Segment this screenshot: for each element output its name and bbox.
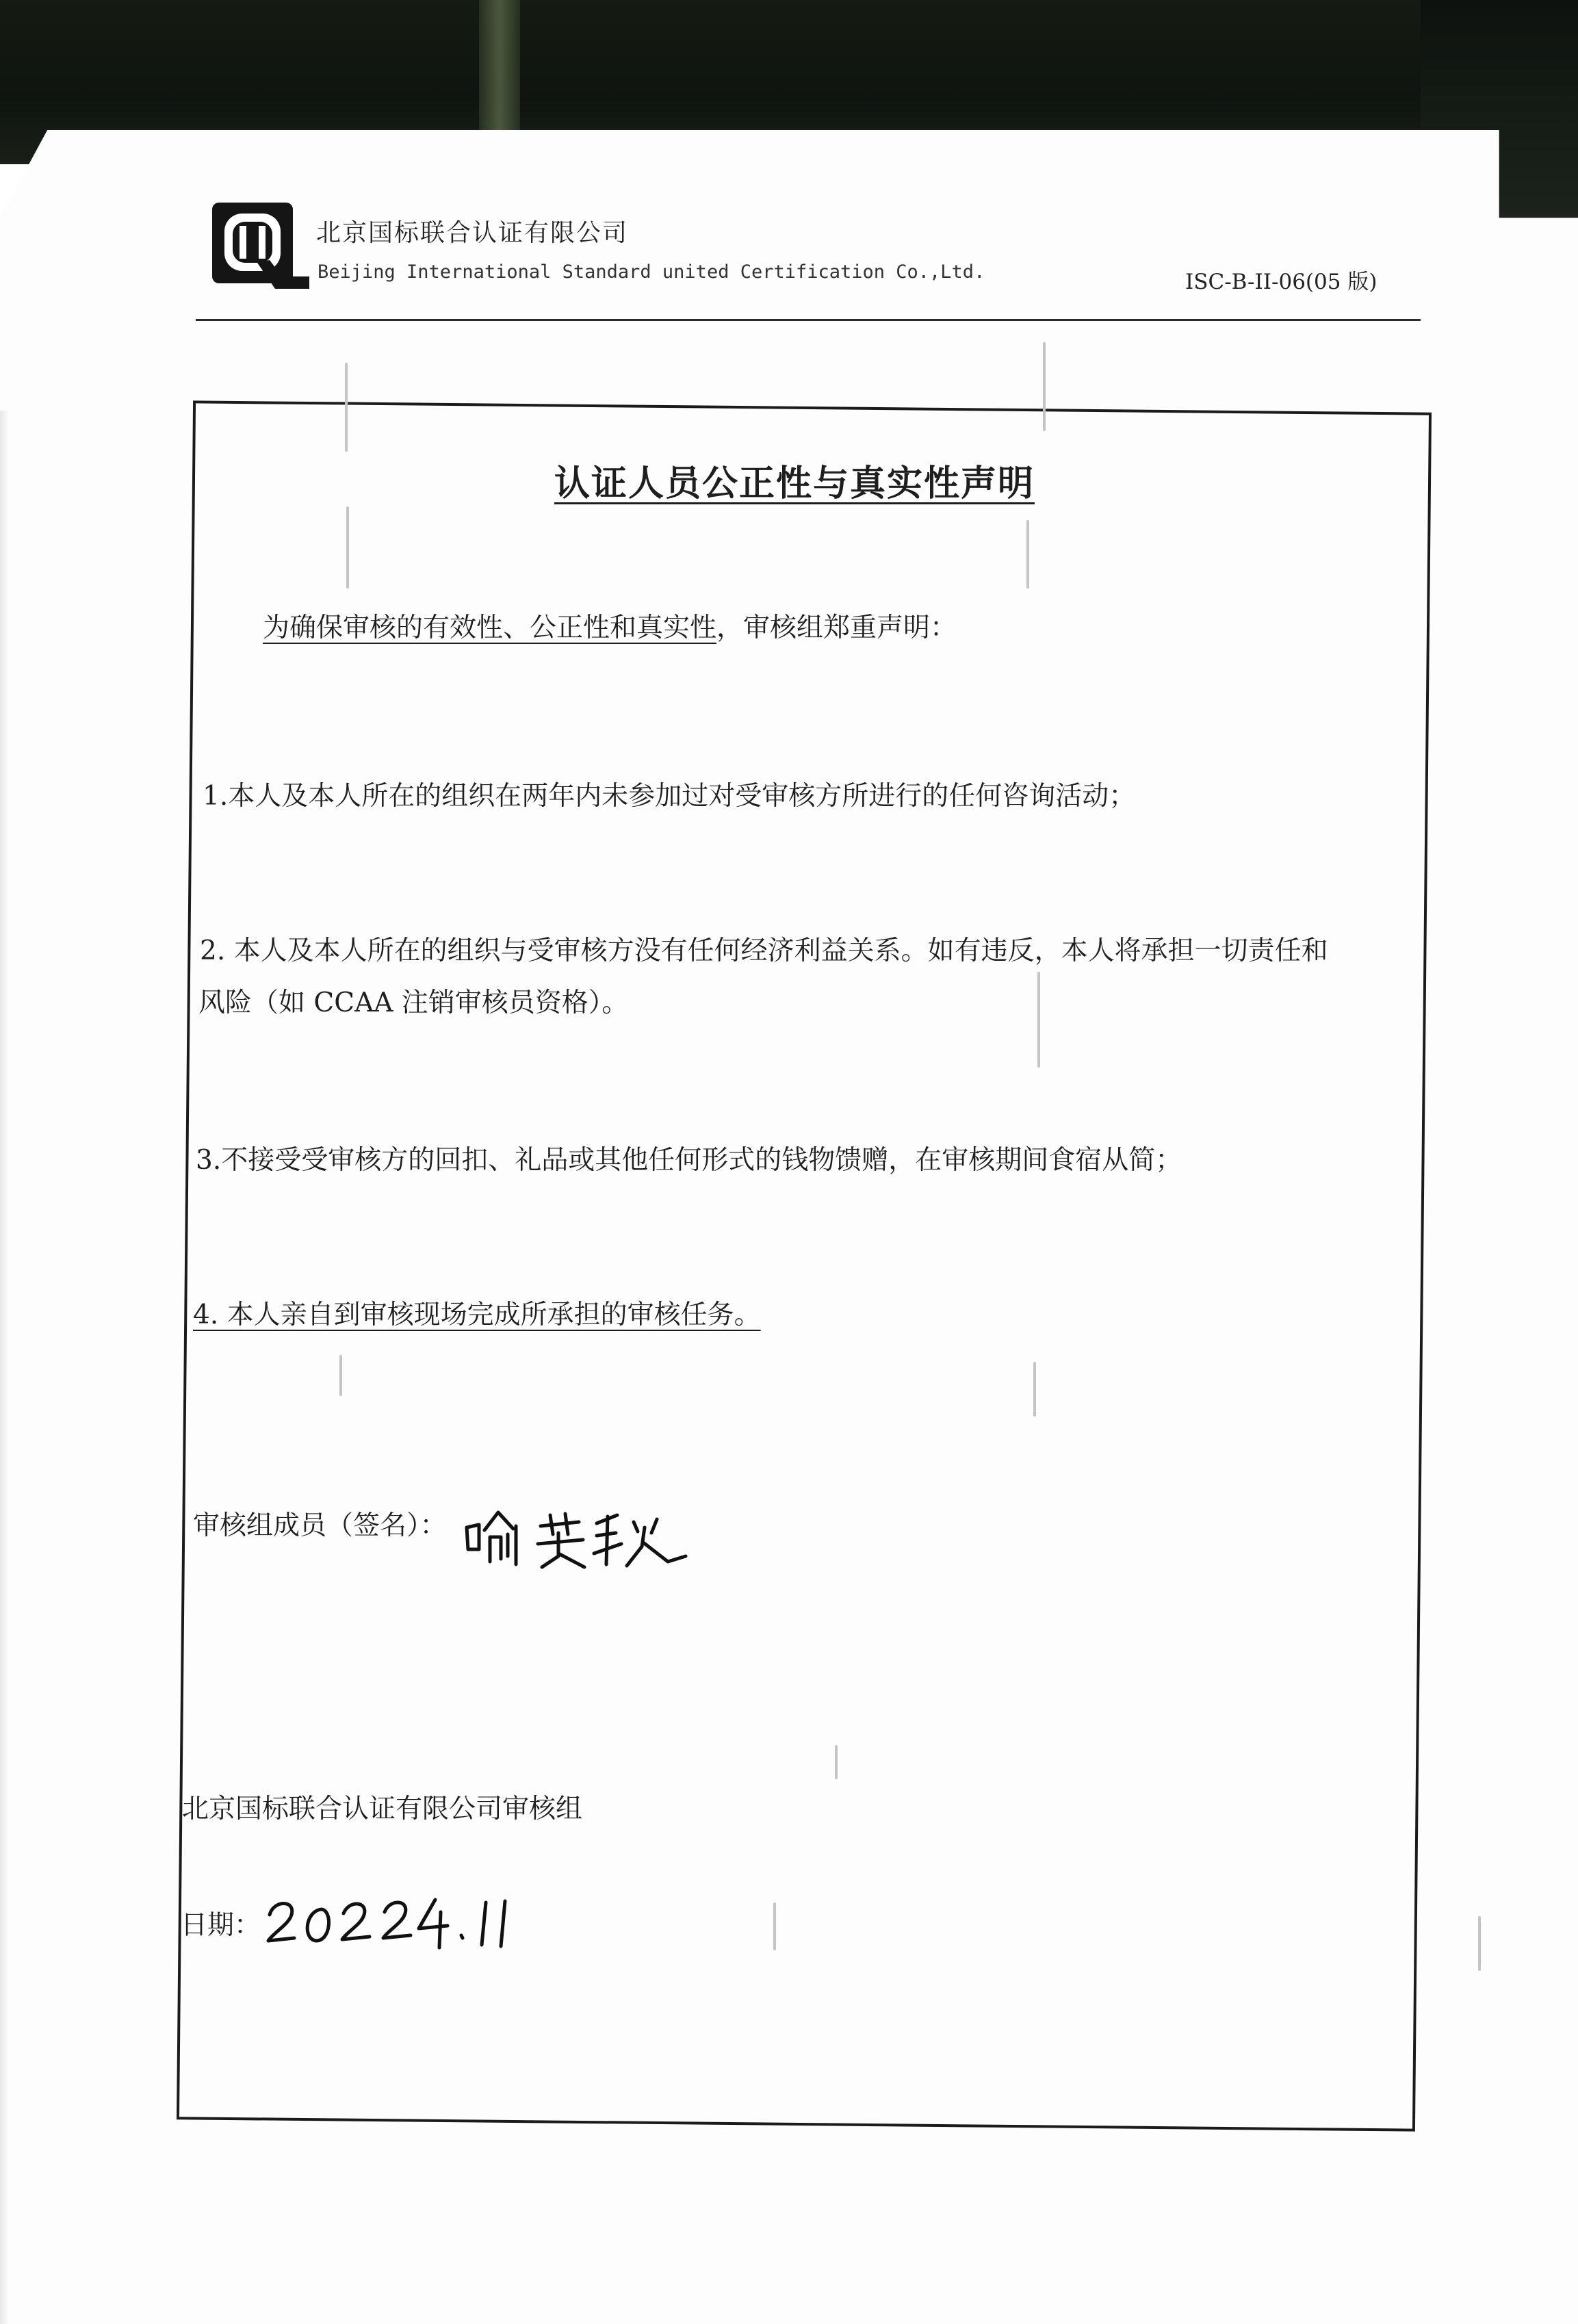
company-name-en: Beijing International Standard united Certification Co.,Ltd. xyxy=(318,261,985,283)
declaration-item-4: 4. 本人亲自到审核现场完成所承担的审核任务。 xyxy=(193,1300,761,1330)
declaration-item-1: 1.本人及本人所在的组织在两年内未参加过对受审核方所进行的任何咨询活动； xyxy=(203,781,1136,812)
header-divider xyxy=(196,319,1421,321)
date-label: 日期： xyxy=(181,1910,261,1941)
scan-artifact xyxy=(835,1745,838,1779)
intro-paragraph xyxy=(263,606,957,645)
handwritten-signature xyxy=(463,1499,688,1574)
audit-group-name: 北京国标联合认证有限公司审核组 xyxy=(182,1794,583,1824)
declaration-item-3: 3.不接受受审核方的回扣、礼品或其他任何形式的钱物馈赠，在审核期间食宿从简； xyxy=(196,1145,1182,1176)
company-name-cn: 北京国标联合认证有限公司 xyxy=(316,219,629,247)
scan-artifact xyxy=(1043,342,1046,431)
bisc-logo-icon xyxy=(209,200,311,293)
declaration-item-2-line-1: 2. 本人及本人所在的组织与受审核方没有任何经济利益关系。如有违反，本人将承担一切责任和 xyxy=(200,935,1328,966)
intro-underlined-text: 为确保审核的有效性、公正性和真实性 xyxy=(263,612,717,643)
declaration-frame xyxy=(177,400,1432,2131)
scan-artifact xyxy=(1478,1916,1481,1971)
document-code: ISC-B-II-06(05 版) xyxy=(1185,270,1377,294)
scan-artifact xyxy=(1026,520,1029,589)
scan-artifact xyxy=(773,1902,776,1950)
scan-artifact xyxy=(346,506,349,589)
intro-rest-text: ，审核组郑重声明： xyxy=(716,612,957,643)
scan-artifact xyxy=(345,363,348,452)
scan-artifact xyxy=(1033,1362,1036,1417)
declaration-item-2-line-2: 风险（如 CCAA 注销审核员资格）。 xyxy=(198,987,629,1018)
scan-artifact xyxy=(339,1355,342,1396)
handwritten-date xyxy=(264,1890,524,1952)
signature-label: 审核组成员（签名）： xyxy=(193,1510,447,1541)
page-title: 认证人员公正性与真实性声明 xyxy=(554,463,1035,504)
scan-artifact xyxy=(1037,972,1040,1068)
